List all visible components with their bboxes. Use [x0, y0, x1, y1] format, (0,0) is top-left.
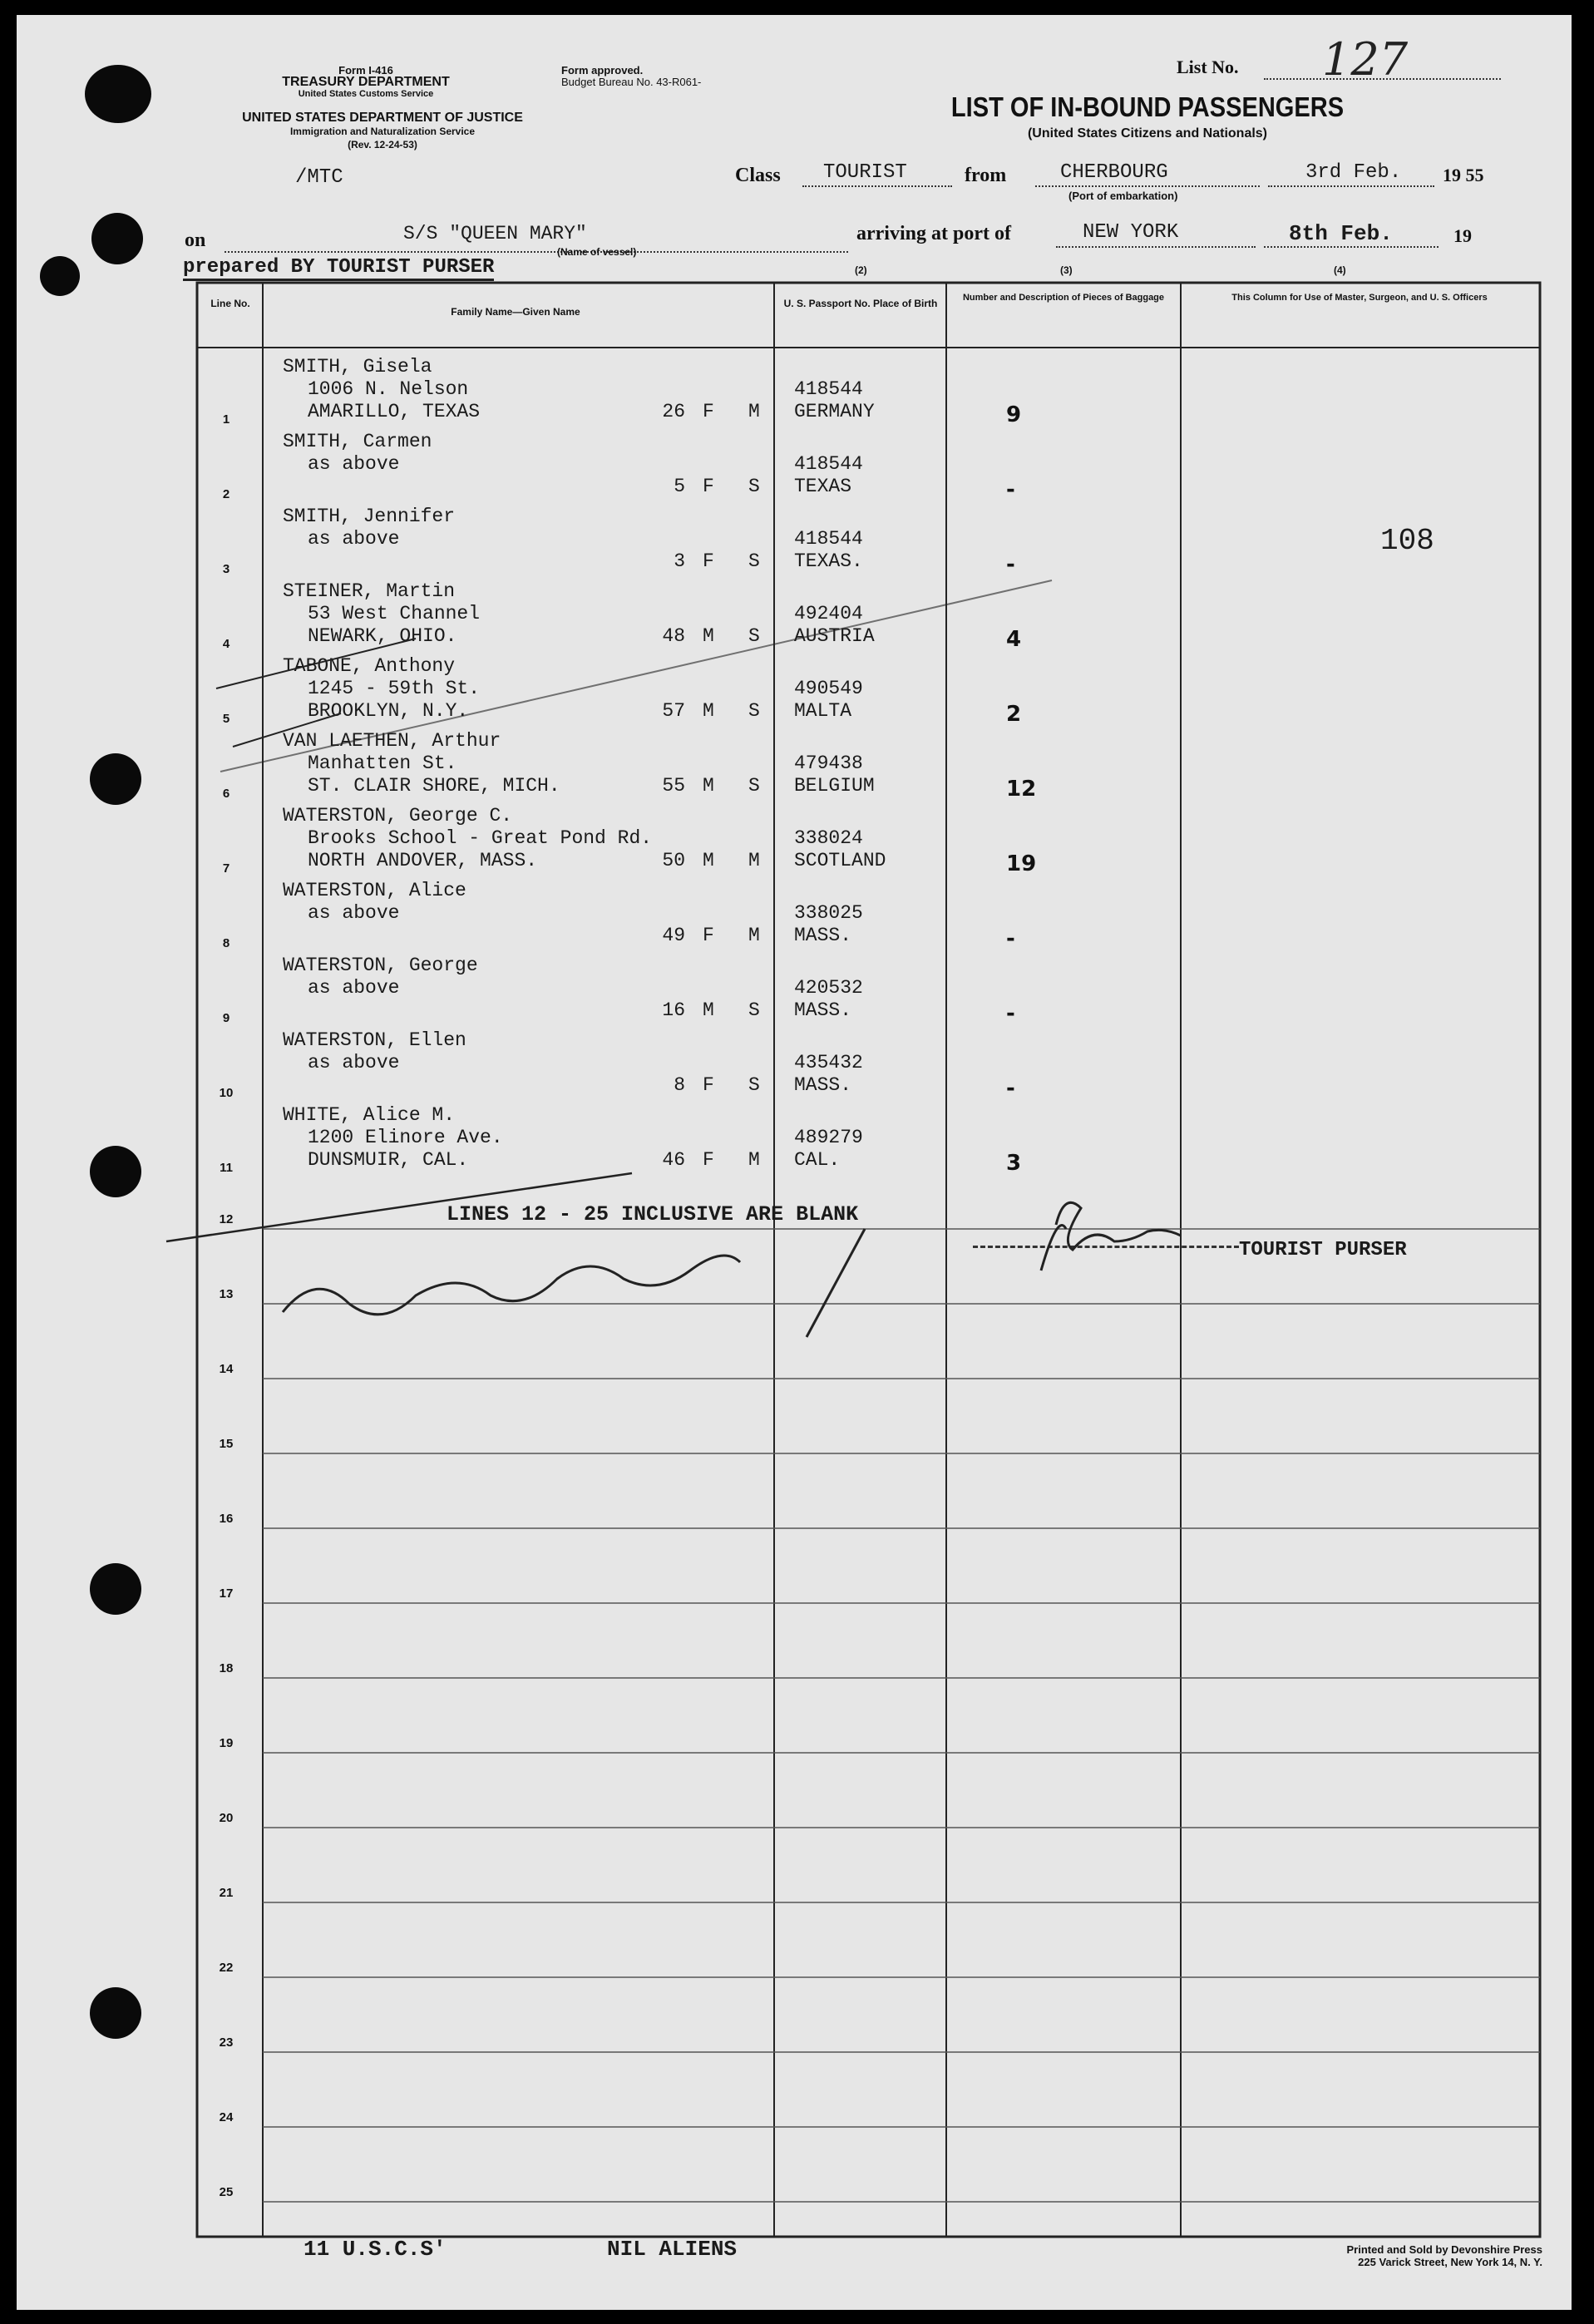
baggage-count: 3: [1006, 1151, 1022, 1176]
baggage-count: -: [1006, 1001, 1015, 1026]
blank-line-number: 15: [219, 1437, 234, 1451]
line-number: 5: [222, 712, 230, 726]
passenger-name: VAN LAETHEN, Arthur: [283, 730, 501, 752]
passenger-address-1: Brooks School - Great Pond Rd.: [308, 827, 653, 849]
blank-line-number: 17: [219, 1586, 234, 1601]
col-number-4: (4): [1334, 264, 1346, 276]
form-title: LIST OF IN-BOUND PASSENGERS: [950, 91, 1345, 122]
passenger-address-1: 1006 N. Nelson: [308, 378, 469, 400]
baggage-count: -: [1006, 1076, 1015, 1101]
passenger-address-1: 53 West Channel: [308, 603, 481, 624]
arrival-date: 8th Feb.: [1289, 221, 1393, 246]
ins-service: Immigration and Naturalization Service: [289, 126, 476, 137]
place-of-birth: MASS.: [794, 925, 852, 946]
passenger-address-1: as above: [308, 453, 400, 475]
mtc-mark: /MTC: [295, 166, 343, 189]
place-of-birth: MALTA: [794, 700, 852, 722]
passenger-age: 46: [662, 1149, 685, 1171]
blank-line-number: 21: [219, 1886, 234, 1900]
passport-number: 338025: [794, 902, 863, 924]
passport-number: 492404: [794, 603, 863, 624]
place-of-birth: GERMANY: [794, 401, 875, 422]
line-number: 8: [222, 936, 230, 950]
justice-dept: UNITED STATES DEPARTMENT OF JUSTICE: [242, 111, 523, 125]
col-header-baggage: Number and Description of Pieces of Baggage: [962, 293, 1165, 303]
printer-line-1: Printed and Sold by Devonshire Press: [1346, 2243, 1542, 2256]
passenger-address-1: as above: [308, 977, 400, 999]
passenger-age: 50: [662, 850, 685, 871]
line-number: 10: [219, 1086, 234, 1100]
blank-line-number: 13: [219, 1287, 234, 1301]
place-of-birth: MASS.: [794, 999, 852, 1021]
line-number: 3: [222, 562, 230, 576]
passenger-address-1: 1245 - 59th St.: [308, 678, 481, 699]
passport-number: 418544: [794, 528, 863, 550]
depart-date: 3rd Feb.: [1305, 161, 1402, 184]
place-of-birth: SCOTLAND: [794, 850, 886, 871]
baggage-count: 4: [1006, 627, 1022, 652]
place-of-birth: TEXAS: [794, 476, 852, 497]
passport-number: 479438: [794, 752, 863, 774]
passport-number: 435432: [794, 1052, 863, 1073]
passenger-sex: M: [703, 625, 714, 647]
passenger-name: TABONE, Anthony: [283, 655, 456, 677]
baggage-count: 19: [1006, 851, 1037, 876]
col-header-line: Line No.: [210, 298, 250, 309]
col-header-passport: U. S. Passport No. Place of Birth: [783, 298, 938, 309]
passenger-address-2: AMARILLO, TEXAS: [308, 401, 481, 422]
passenger-address-2: ST. CLAIR SHORE, MICH.: [308, 775, 560, 797]
passenger-sex: F: [703, 401, 714, 422]
passenger-marital: M: [748, 925, 760, 946]
place-of-birth: MASS.: [794, 1074, 852, 1096]
line-number: 9: [222, 1011, 230, 1025]
passenger-age: 3: [674, 550, 685, 572]
passenger-marital: S: [748, 999, 760, 1021]
passenger-name: WATERSTON, Ellen: [283, 1029, 466, 1051]
blank-line-number: 24: [219, 2110, 234, 2124]
passenger-sex: F: [703, 550, 714, 572]
passenger-age: 26: [662, 401, 685, 422]
list-no-value: 127: [1322, 33, 1409, 86]
passenger-marital: S: [748, 625, 760, 647]
place-of-birth: TEXAS.: [794, 550, 863, 572]
passenger-address-1: Manhatten St.: [308, 752, 457, 774]
baggage-count: -: [1006, 477, 1015, 502]
col-header-officers: This Column for Use of Master, Surgeon, and U. S. Officers: [1231, 293, 1488, 303]
passenger-address-1: as above: [308, 528, 400, 550]
passenger-address-1: 1200 Elinore Ave.: [308, 1127, 503, 1148]
passenger-sex: M: [703, 700, 714, 722]
vessel-name: S/S "QUEEN MARY": [403, 223, 587, 244]
passenger-sex: M: [703, 775, 714, 797]
on-label: on: [185, 229, 206, 251]
passenger-name: WATERSTON, Alice: [283, 880, 466, 901]
line-number: 1: [222, 412, 230, 427]
form-approved: Form approved.: [561, 64, 644, 76]
customs-service: United States Customs Service: [298, 89, 434, 99]
blank-line-number: 19: [219, 1736, 234, 1750]
passenger-sex: F: [703, 925, 714, 946]
baggage-count: 9: [1006, 402, 1022, 427]
passenger-marital: S: [748, 550, 760, 572]
passenger-age: 5: [674, 476, 685, 497]
line-number: 7: [222, 861, 230, 876]
passenger-name: WHITE, Alice M.: [283, 1104, 456, 1126]
passenger-age: 48: [662, 625, 685, 647]
passenger-age: 57: [662, 700, 685, 722]
prepared-by: prepared BY TOURIST PURSER: [183, 256, 494, 281]
line-number: 11: [220, 1161, 233, 1175]
passport-number: 420532: [794, 977, 863, 999]
class-value: TOURIST: [823, 161, 907, 184]
place-of-birth: CAL.: [794, 1149, 841, 1171]
passenger-sex: M: [703, 999, 714, 1021]
embark-port: CHERBOURG: [1060, 161, 1168, 184]
blank-lines-note: LINES 12 - 25 INCLUSIVE ARE BLANK: [447, 1202, 859, 1226]
col-number-3: (3): [1060, 264, 1073, 276]
passenger-name: WATERSTON, George: [283, 955, 478, 976]
passenger-address-2: BROOKLYN, N.Y.: [308, 700, 469, 722]
passenger-marital: S: [748, 476, 760, 497]
passenger-name: WATERSTON, George C.: [283, 805, 513, 826]
passenger-sex: M: [703, 850, 714, 871]
baggage-count: 12: [1006, 777, 1037, 802]
vessel-note: (Name of vessel): [557, 246, 637, 258]
from-label: from: [965, 165, 1007, 186]
form-number: Form I-416: [338, 64, 393, 76]
embark-note: (Port of embarkation): [1068, 190, 1178, 202]
blank-line-number: 16: [219, 1512, 234, 1526]
depart-year: 19 55: [1443, 165, 1484, 185]
passport-number: 418544: [794, 453, 863, 475]
passenger-name: STEINER, Martin: [283, 580, 456, 602]
line-number: 6: [222, 787, 230, 801]
blank-line-number: 23: [219, 2035, 234, 2050]
form-subtitle: (United States Citizens and Nationals): [1027, 126, 1268, 141]
blank-line-number: 20: [219, 1811, 234, 1825]
passenger-address-2: DUNSMUIR, CAL.: [308, 1149, 469, 1171]
passenger-age: 49: [662, 925, 685, 946]
footer-uscs: 11 U.S.C.S': [304, 2237, 447, 2262]
passenger-age: 8: [674, 1074, 685, 1096]
passenger-name: SMITH, Carmen: [283, 431, 432, 452]
footer-nil-aliens: NIL ALIENS: [607, 2237, 738, 2262]
arrival-year: 19: [1453, 225, 1472, 246]
passenger-name: SMITH, Jennifer: [283, 506, 456, 527]
place-of-birth: AUSTRIA: [794, 625, 875, 647]
passport-number: 490549: [794, 678, 863, 699]
budget-bureau: Budget Bureau No. 43-R061-: [561, 76, 702, 88]
passenger-name: SMITH, Gisela: [283, 356, 432, 377]
handwritten-marks: [17, 15, 1572, 2310]
passport-number: 489279: [794, 1127, 863, 1148]
blank-line-number: 18: [219, 1661, 234, 1675]
passenger-address-1: as above: [308, 1052, 400, 1073]
col-number-2: (2): [855, 264, 867, 276]
manifest-sheet: [17, 15, 1572, 2310]
passenger-sex: F: [703, 476, 714, 497]
treasury-dept: TREASURY DEPARTMENT: [282, 75, 450, 89]
purser-signature-label: TOURIST PURSER: [1239, 1239, 1407, 1261]
printer-line-2: 225 Varick Street, New York 14, N. Y.: [1358, 2256, 1542, 2268]
passport-number: 338024: [794, 827, 863, 849]
passenger-address-2: NEWARK, OHIO.: [308, 625, 457, 647]
baggage-count: -: [1006, 552, 1015, 577]
passenger-age: 16: [662, 999, 685, 1021]
baggage-count: -: [1006, 926, 1015, 951]
passenger-marital: M: [748, 1149, 760, 1171]
officer-mark: 108: [1380, 524, 1434, 558]
passenger-marital: M: [748, 401, 760, 422]
passenger-sex: F: [703, 1074, 714, 1096]
class-label: Class: [735, 165, 781, 186]
arrival-port: NEW YORK: [1083, 221, 1179, 244]
line-number: 2: [222, 487, 230, 501]
passenger-marital: M: [748, 850, 760, 871]
passenger-address-1: as above: [308, 902, 400, 924]
revision: (Rev. 12-24-53): [348, 139, 417, 150]
baggage-count: 2: [1006, 702, 1022, 727]
passenger-address-2: NORTH ANDOVER, MASS.: [308, 850, 538, 871]
passenger-age: 55: [662, 775, 685, 797]
arriving-label: arriving at port of: [856, 223, 1011, 244]
passenger-marital: S: [748, 775, 760, 797]
passenger-sex: F: [703, 1149, 714, 1171]
passenger-marital: S: [748, 1074, 760, 1096]
blank-line-number: 25: [219, 2185, 234, 2199]
place-of-birth: BELGIUM: [794, 775, 875, 797]
blank-line-number: 22: [219, 1961, 234, 1975]
passenger-marital: S: [748, 700, 760, 722]
line-number: 4: [222, 637, 230, 651]
list-no-label: List No.: [1177, 57, 1239, 77]
col-header-name: Family Name—Given Name: [451, 306, 580, 318]
blank-line-number: 14: [219, 1362, 234, 1376]
passport-number: 418544: [794, 378, 863, 400]
blank-line-number: 12: [219, 1212, 234, 1226]
